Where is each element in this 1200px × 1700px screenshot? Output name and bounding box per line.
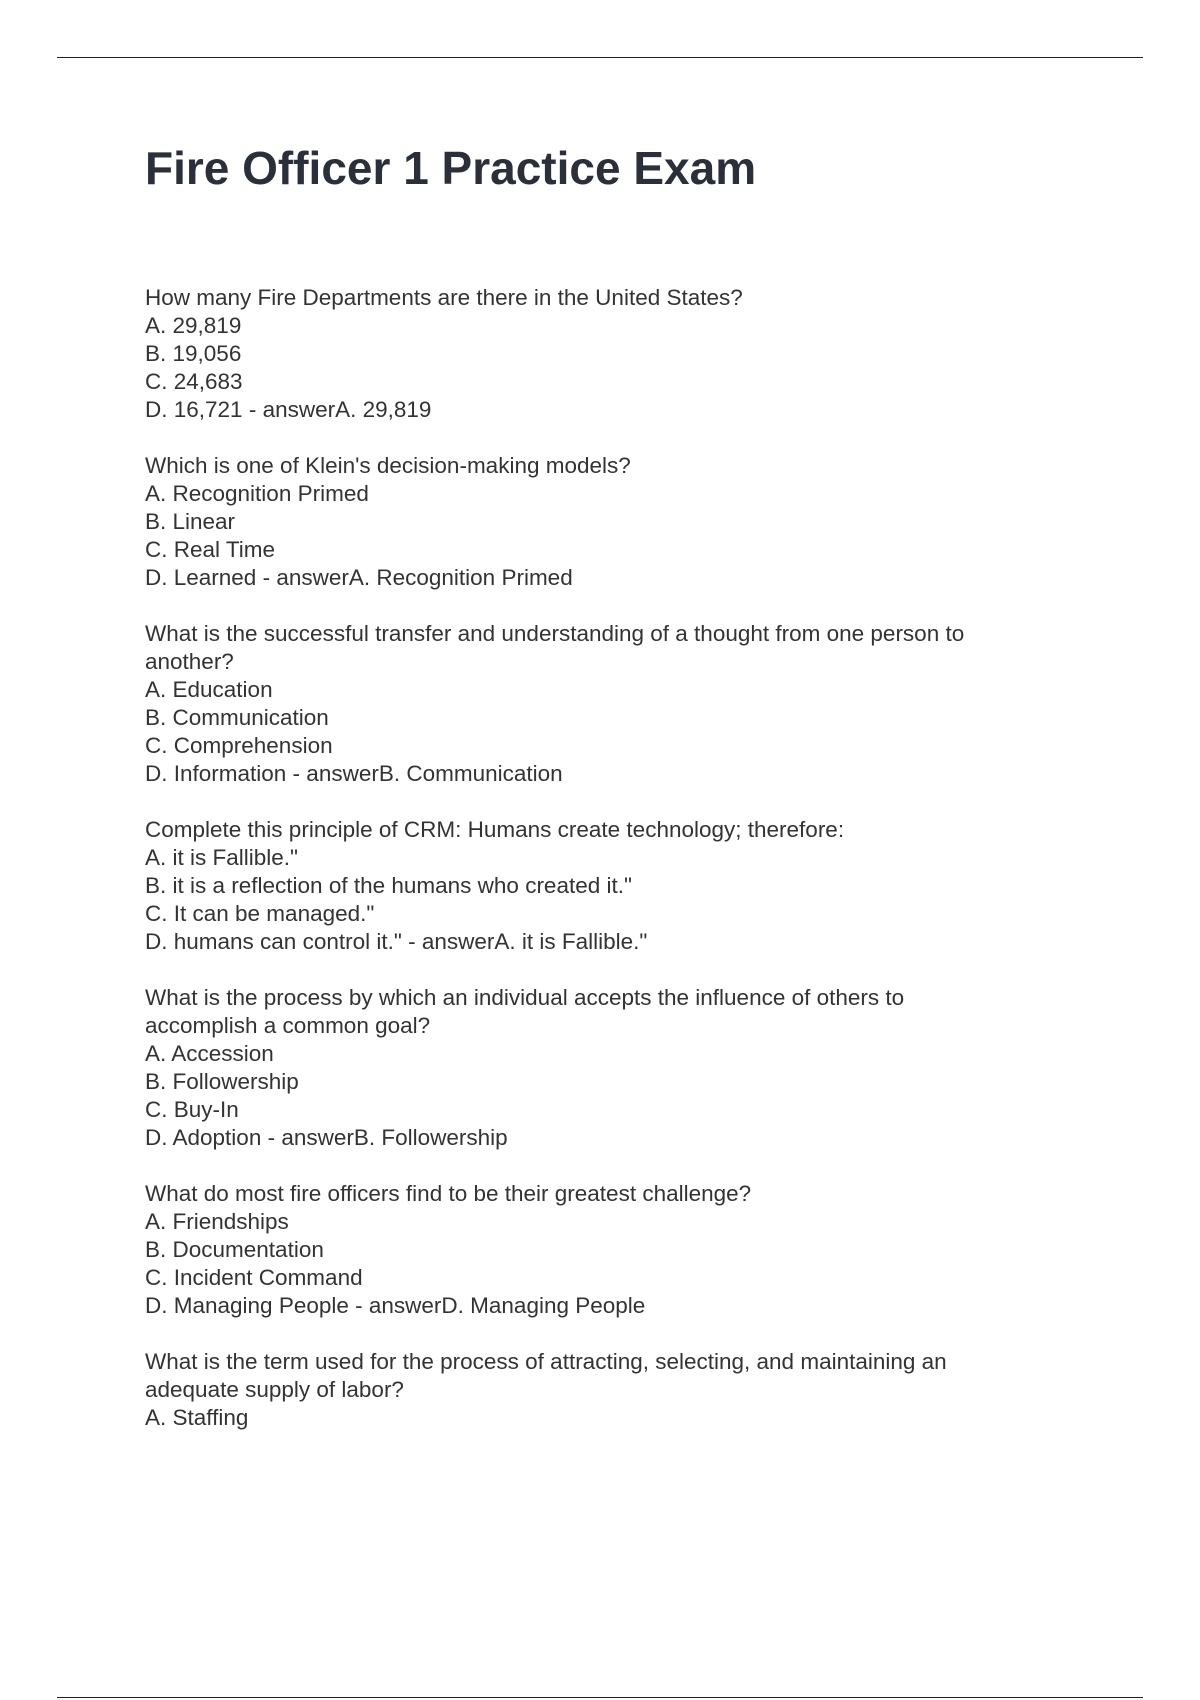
- question-prompt-continued: another?: [145, 649, 234, 674]
- option-c: C. Buy-In: [145, 1097, 239, 1122]
- question-prompt: What is the process by which an individual accepts the influence of others to: [145, 985, 905, 1010]
- option-b: B. Linear: [145, 509, 236, 534]
- option-c: C. It can be managed.": [145, 901, 375, 926]
- option-b: B. Communication: [145, 705, 329, 730]
- question-list: [145, 284, 1045, 1460]
- question-7: [145, 1348, 1045, 1432]
- question-6: [145, 1180, 1045, 1320]
- question-prompt: What is the term used for the process of attracting, selecting, and maintaining an: [145, 1349, 947, 1374]
- bottom-rule: [57, 1697, 1143, 1698]
- option-a: A. Accession: [145, 1041, 274, 1066]
- option-b: B. Documentation: [145, 1237, 324, 1262]
- question-prompt: How many Fire Departments are there in the United States?: [145, 285, 743, 310]
- page-title: Fire Officer 1 Practice Exam: [145, 142, 757, 194]
- option-d-with-answer: D. Information - answerB. Communication: [145, 761, 563, 786]
- option-d-with-answer: D. 16,721 - answerA. 29,819: [145, 397, 432, 422]
- option-a: A. 29,819: [145, 313, 242, 338]
- option-c: C. Incident Command: [145, 1265, 363, 1290]
- option-c: C. Comprehension: [145, 733, 333, 758]
- option-d-with-answer: D. Adoption - answerB. Followership: [145, 1125, 508, 1150]
- option-d-with-answer: D. Learned - answerA. Recognition Primed: [145, 565, 573, 590]
- option-a: A. Staffing: [145, 1405, 249, 1430]
- question-1: [145, 284, 1045, 424]
- top-rule: [57, 57, 1143, 58]
- option-b: B. Followership: [145, 1069, 299, 1094]
- option-d-with-answer: D. humans can control it." - answerA. it is Fallible.": [145, 929, 648, 954]
- question-prompt-continued: adequate supply of labor?: [145, 1377, 404, 1402]
- question-4: [145, 816, 1045, 956]
- option-b: B. 19,056: [145, 341, 242, 366]
- option-c: C. 24,683: [145, 369, 243, 394]
- option-a: A. Education: [145, 677, 273, 702]
- question-5: [145, 984, 1045, 1152]
- option-c: C. Real Time: [145, 537, 276, 562]
- option-a: A. it is Fallible.": [145, 845, 299, 870]
- question-prompt: What is the successful transfer and understanding of a thought from one person to: [145, 621, 965, 646]
- question-3: [145, 620, 1045, 788]
- question-prompt: Which is one of Klein's decision-making models?: [145, 453, 631, 478]
- option-a: A. Friendships: [145, 1209, 289, 1234]
- question-2: [145, 452, 1045, 592]
- option-d-with-answer: D. Managing People - answerD. Managing People: [145, 1293, 646, 1318]
- question-prompt: Complete this principle of CRM: Humans create technology; therefore:: [145, 817, 845, 842]
- option-b: B. it is a reflection of the humans who created it.": [145, 873, 632, 898]
- question-prompt: What do most fire officers find to be their greatest challenge?: [145, 1181, 752, 1206]
- question-prompt-continued: accomplish a common goal?: [145, 1013, 431, 1038]
- option-a: A. Recognition Primed: [145, 481, 369, 506]
